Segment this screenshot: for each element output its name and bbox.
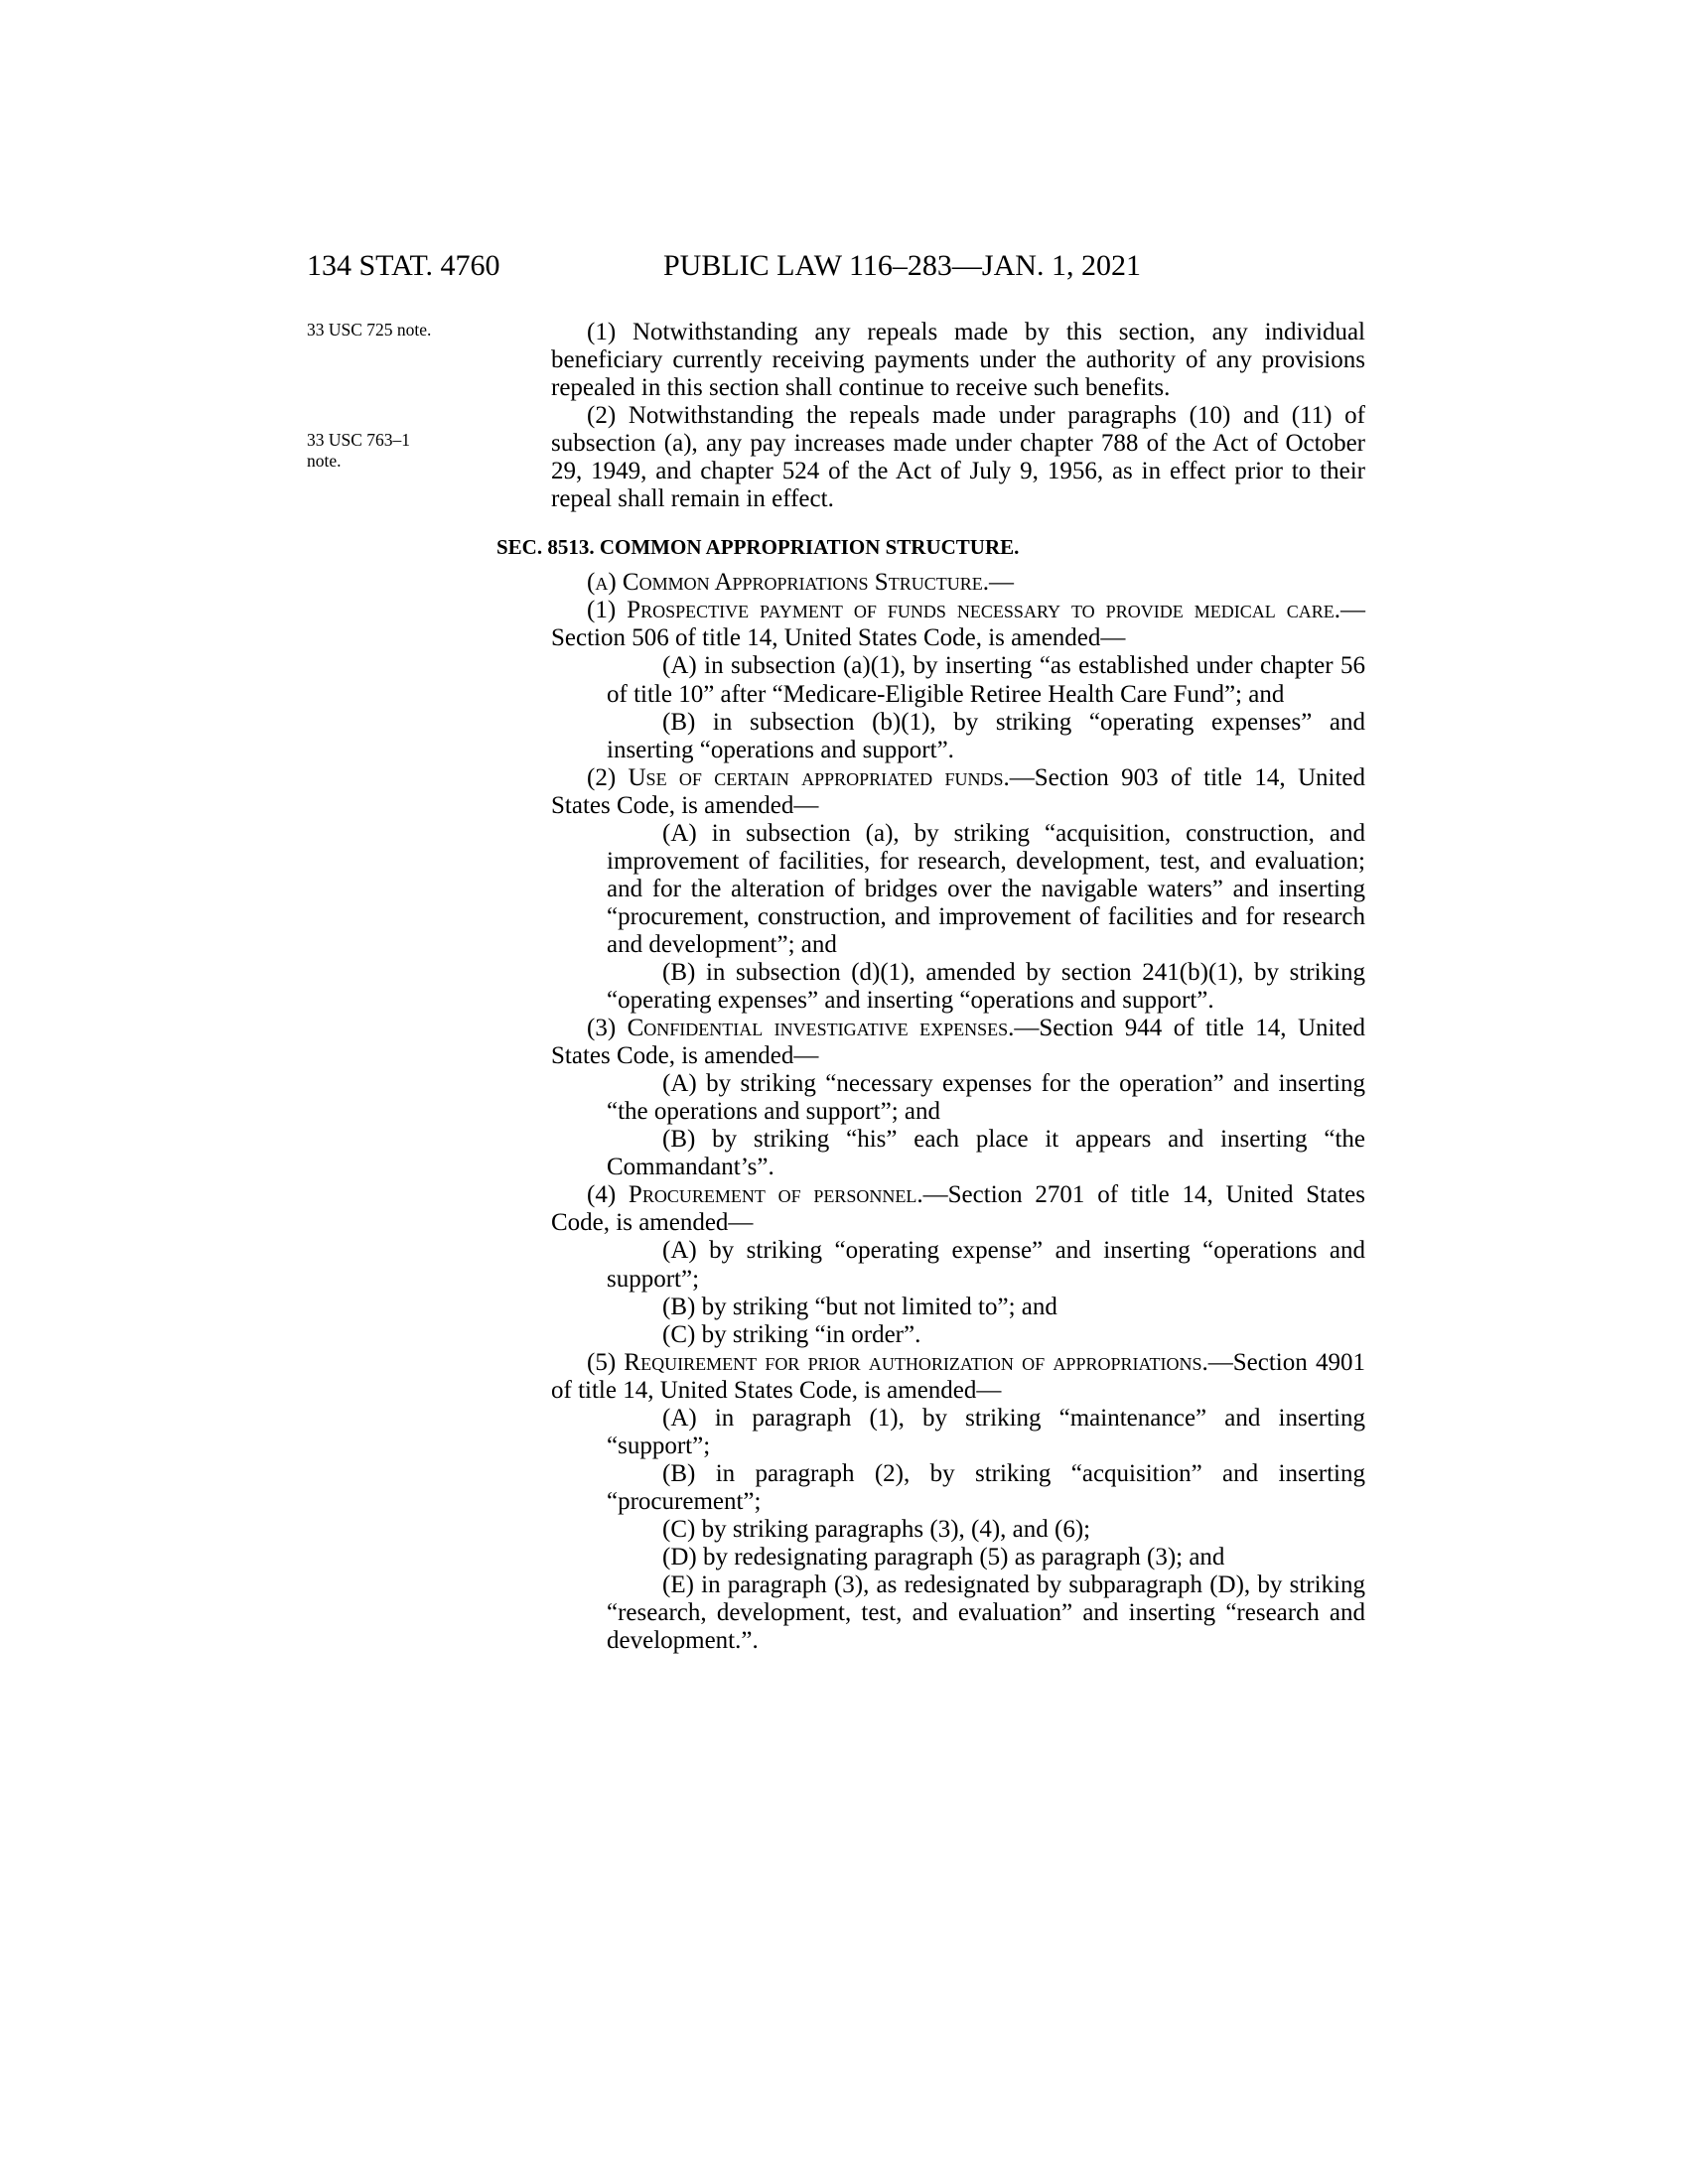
item-4-heading: (4) Procurement of personnel. xyxy=(587,1181,923,1209)
item-3-B: (B) by striking “his” each place it appears and inserting “the Commandant’s”. xyxy=(607,1126,1365,1181)
item-4-B: (B) by striking “but not limited to”; and xyxy=(662,1293,1057,1320)
page-running-title: PUBLIC LAW 116–283—JAN. 1, 2021 xyxy=(663,249,1141,282)
item-4-C: (C) by striking “in order”. xyxy=(662,1320,921,1348)
item-4 xyxy=(551,1181,1365,1237)
item-2 xyxy=(551,764,1365,820)
item-1-A: (A) in subsection (a)(1), by inserting “as established under chapter 56 of title 10” after “Medicare-Eligible Retiree Health Care Fund”; and xyxy=(607,652,1365,708)
item-3-A: (A) by striking “necessary expenses for the operation” and inserting “the operations and support”; and xyxy=(607,1070,1365,1126)
item-2-text: —Section 903 of title 14, United States Code, is amended— xyxy=(551,763,1365,819)
item-1-B: (B) in subsection (b)(1), by striking “operating expenses” and inserting “operations and support”. xyxy=(607,708,1365,763)
item-3 xyxy=(551,1015,1365,1070)
page-stat-citation: 134 STAT. 4760 xyxy=(307,249,500,282)
subsection-a-heading xyxy=(551,569,1365,597)
item-5-heading: (5) Requirement for prior authorization of appropriations. xyxy=(587,1348,1208,1376)
item-5-E: (E) in paragraph (3), as redesignated by subparagraph (D), by striking “research, development, test, and evaluation” and inserting “research and development.”. xyxy=(607,1571,1365,1655)
item-5-D: (D) by redesignating paragraph (5) as paragraph (3); and xyxy=(662,1543,1225,1570)
paragraph-1: (1) Notwithstanding any repeals made by this section, any individual beneficiary currently receiving payments under the authority of any provisions repealed in this section shall continue to receive such benefits. xyxy=(551,319,1365,402)
item-4-A: (A) by striking “operating expense” and inserting “operations and support”; xyxy=(607,1237,1365,1293)
margin-note-usc-725: 33 USC 725 note. xyxy=(307,320,432,340)
item-5-C: (C) by striking paragraphs (3), (4), and (6); xyxy=(662,1515,1091,1543)
item-5-A: (A) in paragraph (1), by striking “maintenance” and inserting “support”; xyxy=(607,1404,1365,1459)
item-2-B: (B) in subsection (d)(1), amended by section 241(b)(1), by striking “operating expenses” and inserting “operations and support”. xyxy=(607,958,1365,1015)
margin-note-usc-763: 33 USC 763–1 note. xyxy=(307,430,411,471)
item-5-B: (B) in paragraph (2), by striking “acquisition” and inserting “procurement”; xyxy=(607,1459,1365,1515)
item-2-heading: (2) Use of certain appropriated funds. xyxy=(587,763,1010,791)
item-4-text: —Section 2701 of title 14, United States Code, is amended— xyxy=(551,1181,1365,1237)
item-1-heading: (1) Prospective payment of funds necessary to provide medical care. xyxy=(587,597,1340,624)
item-5-text: —Section 4901 of title 14, United States Code, is amended— xyxy=(551,1348,1365,1404)
item-1 xyxy=(551,597,1365,652)
section-heading: SEC. 8513. COMMON APPROPRIATION STRUCTURE. xyxy=(496,535,1020,560)
subsection-a-label: (a) Common Appropriations Structure.— xyxy=(587,569,1014,597)
item-3-text: —Section 944 of title 14, United States Code, is amended— xyxy=(551,1015,1366,1070)
item-1-text: —Section 506 of title 14, United States Code, is amended— xyxy=(551,597,1365,652)
paragraph-2: (2) Notwithstanding the repeals made under paragraphs (10) and (11) of subsection (a), any pay increases made under chapter 788 of the Act of October 29, 1949, and chapter 524 of the Act of July 9, 1956, as in effect prior to their repeal shall remain in effect. xyxy=(551,402,1365,513)
item-3-heading: (3) Confidential investigative expenses. xyxy=(587,1015,1015,1042)
item-2-A: (A) in subsection (a), by striking “acquisition, construction, and improvement of facilities, for research, development, test, and evaluation; and for the alteration of bridges over the navigable waters” and inserting “procurement, construction, and improvement of facilities and for research and development”; and xyxy=(607,819,1365,958)
body-text xyxy=(496,319,1366,1655)
item-5 xyxy=(551,1349,1365,1405)
